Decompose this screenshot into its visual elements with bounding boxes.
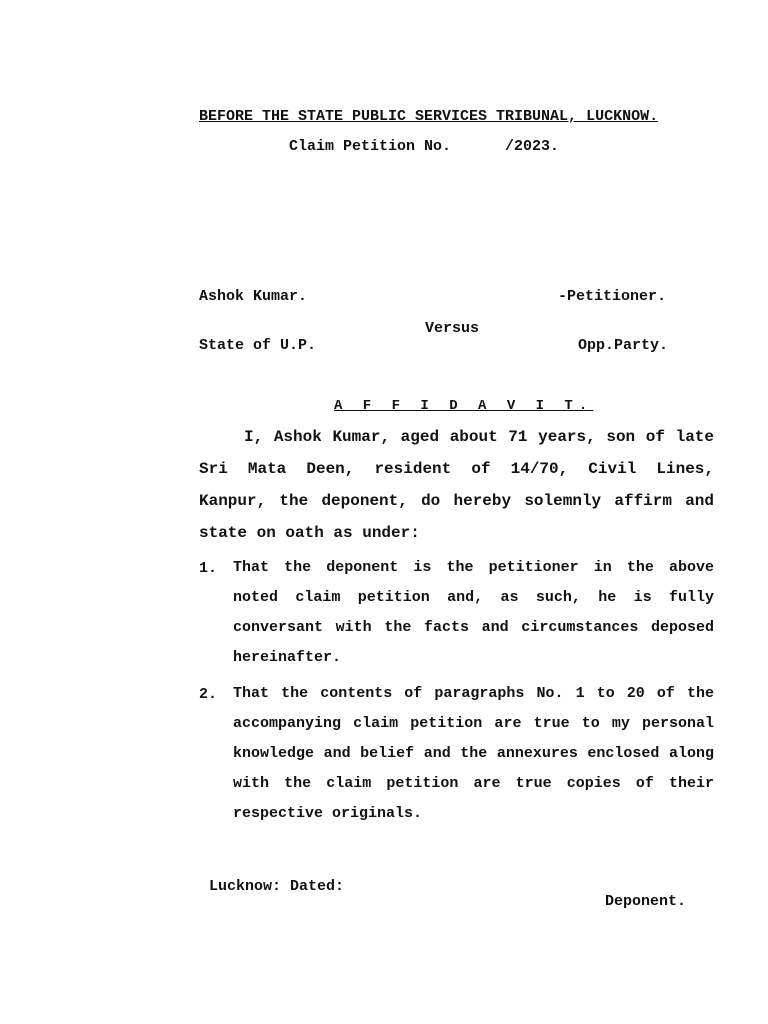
respondent-name: State of U.P.	[199, 337, 317, 354]
item-text: That the deponent is the petitioner in the above noted claim petition and, as such, he is fully conversant with the facts and circumstances deposed hereinafter.	[233, 559, 714, 666]
intro-paragraph	[199, 421, 714, 549]
petitioner-role: -Petitioner.	[558, 288, 667, 305]
court-heading: BEFORE THE STATE PUBLIC SERVICES TRIBUNAL, LUCKNOW.	[199, 108, 659, 125]
item-number: 1.	[199, 560, 218, 577]
affidavit-title: A F F I D A V I T.	[334, 398, 594, 414]
petitioner-name: Ashok Kumar.	[199, 288, 308, 305]
place-date: Lucknow: Dated:	[209, 878, 345, 895]
case-number: Claim Petition No. /2023.	[289, 138, 560, 155]
list-item	[199, 553, 714, 673]
deponent-signature-label: Deponent.	[605, 893, 687, 910]
respondent-role: Opp.Party.	[578, 337, 669, 354]
list-item	[199, 679, 714, 829]
item-text: That the contents of paragraphs No. 1 to 20 of the accompanying claim petition are true to my personal knowledge and belief and the annexures enclosed along with the claim petition are true copies of their respective originals.	[233, 685, 714, 822]
intro-text: I, Ashok Kumar, aged about 71 years, son of late Sri Mata Deen, resident of 14/70, Civil Lines, Kanpur, the deponent, do hereby solemnly affirm and state on oath as under:	[199, 428, 714, 542]
versus-label: Versus	[425, 320, 480, 337]
item-number: 2.	[199, 686, 218, 703]
